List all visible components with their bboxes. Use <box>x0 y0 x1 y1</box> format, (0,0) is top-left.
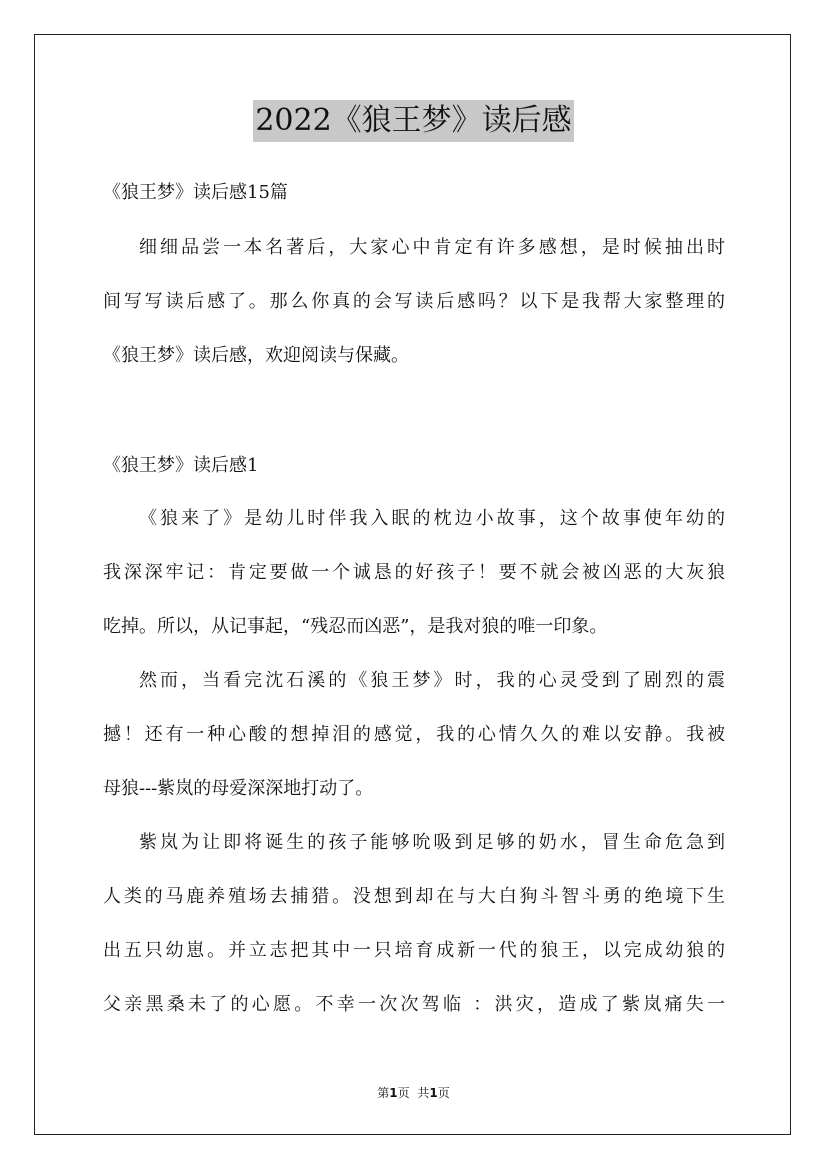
footer-total-number: 1 <box>429 1086 438 1100</box>
section-heading: 《狼王梦》读后感1 <box>103 455 259 476</box>
paragraph-3-line-3: 出五只幼崽。并立志把其中一只培育成新一代的狼王，以完成幼狼的 <box>103 940 725 961</box>
intro-line-3: 《狼王梦》读后感，欢迎阅读与保藏。 <box>103 345 409 366</box>
page-footer <box>0 1084 827 1101</box>
footer-page-number: 1 <box>389 1086 398 1100</box>
footer-page-suffix: 页 <box>397 1086 410 1100</box>
document-subtitle: 《狼王梦》读后感15篇 <box>103 182 288 203</box>
footer-total-suffix: 页 <box>437 1086 450 1100</box>
paragraph-2-line-2: 撼！还有一种心酸的想掉泪的感觉，我的心情久久的难以安静。我被 <box>103 724 725 745</box>
title-wrapper <box>0 100 827 142</box>
paragraph-1-line-3: 吃掉。所以，从记事起，“残忍而凶恶”，是我对狼的唯一印象。 <box>103 616 608 637</box>
paragraph-3-line-2: 人类的马鹿养殖场去捕猎。没想到却在与大白狗斗智斗勇的绝境下生 <box>103 886 725 907</box>
paragraph-3-line-1: 紫岚为让即将诞生的孩子能够吮吸到足够的奶水，冒生命危急到 <box>139 832 725 853</box>
paragraph-2-line-1: 然而，当看完沈石溪的《狼王梦》时，我的心灵受到了剧烈的震 <box>139 670 725 691</box>
paragraph-1 <box>103 492 725 654</box>
paragraph-1-line-1: 《狼来了》是幼儿时伴我入眠的枕边小故事，这个故事使年幼的 <box>139 508 725 529</box>
intro-line-1: 细细品尝一本名著后，大家心中肯定有许多感想，是时候抽出时 <box>139 237 725 258</box>
intro-line-2: 间写写读后感了。那么你真的会写读后感吗？以下是我帮大家整理的 <box>103 291 725 312</box>
paragraph-2-line-3: 母狼---紫岚的母爱深深地打动了。 <box>103 778 374 799</box>
paragraph-2 <box>103 654 725 816</box>
paragraph-3-line-4: 父亲黑桑未了的心愿。不幸一次次驾临 ：洪灾，造成了紫岚痛失一 <box>103 994 725 1015</box>
footer-total-prefix: 共 <box>417 1086 430 1100</box>
paragraph-3 <box>103 816 725 1032</box>
footer-page-prefix: 第 <box>377 1086 390 1100</box>
document-title: 2022《狼王梦》读后感 <box>253 100 573 142</box>
intro-paragraph <box>103 221 725 383</box>
paragraph-1-line-2: 我深深牢记：肯定要做一个诚恳的好孩子！要不就会被凶恶的大灰狼 <box>103 562 725 583</box>
